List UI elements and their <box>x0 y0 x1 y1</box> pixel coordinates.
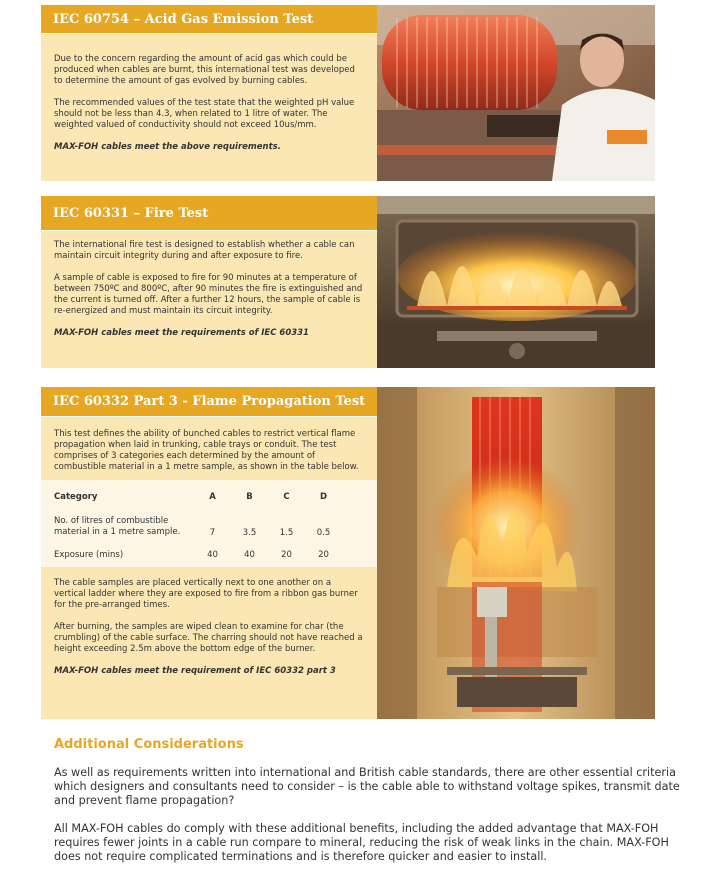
flame-propagation-compliance: MAX-FOH cables meet the requirement of IEC 60332 part 3 <box>54 666 336 676</box>
flame-propagation-setup: The cable samples are placed vertically next to one another on a vertical ladder where they are exposed to fire from a ribbon gas burner for the pre-arranged times. <box>54 578 358 610</box>
table-cell: 3.5 <box>242 528 257 538</box>
table-row-exposure-label: Exposure (mins) <box>54 550 124 560</box>
table-cell: 7 <box>209 528 216 538</box>
table-row-litres-label: No. of litres of combustible material in a 1 metre sample. <box>54 516 181 537</box>
table-header-b: B <box>246 492 253 502</box>
fire-test-panel <box>41 196 377 368</box>
table-cell: 40 <box>207 550 218 560</box>
table-cell: 20 <box>281 550 292 560</box>
acid-gas-panel <box>41 5 377 181</box>
flame-propagation-char: After burning, the samples are wiped clean to examine for char (the crumbling) of the cable surface. The charring should not have reached a height exceeding 2.5m above the bottom edge of the burner. <box>54 622 363 654</box>
flame-propagation-photo <box>377 387 655 719</box>
acid-gas-section <box>41 5 655 181</box>
flame-propagation-panel <box>41 387 377 719</box>
fire-test-procedure: A sample of cable is exposed to fire for 90 minutes at a temperature of between 750ºC and 800ºC, after 90 minutes the fire is extinguished and the current is turned off. After a further 12 hours, the sample of cable is re-energized and must maintain its circuit integrity. <box>54 273 363 316</box>
acid-gas-photo <box>377 5 655 181</box>
table-cell: 0.5 <box>316 528 331 538</box>
fire-test-intro: The international fire test is designed to establish whether a cable can maintain circuit integrity during and after exposure to fire. <box>54 240 355 261</box>
fire-test-title: IEC 60331 – Fire Test <box>41 196 377 231</box>
table-header-category: Category <box>54 492 98 502</box>
fire-test-compliance: MAX-FOH cables meet the requirements of IEC 60331 <box>54 328 309 338</box>
fire-test-section <box>41 196 655 368</box>
additional-heading: Additional Considerations <box>54 737 244 752</box>
table-header-c: C <box>283 492 290 502</box>
acid-gas-values: The recommended values of the test state that the weighted pH value should not be less than 4.3, when related to 1 litre of water. The weighted valued of conductivity should not exceed 10us/mm. <box>54 98 355 130</box>
flame-propagation-section <box>41 387 655 719</box>
acid-gas-title: IEC 60754 – Acid Gas Emission Test <box>41 5 377 34</box>
fire-test-photo <box>377 196 655 368</box>
table-cell: 1.5 <box>279 528 294 538</box>
additional-considerations <box>54 738 684 878</box>
acid-gas-intro: Due to the concern regarding the amount of acid gas which could be produced when cables are burnt, this international test was developed to determine the amount of gas evolved by burning cables. <box>54 54 355 86</box>
table-header-a: A <box>209 492 216 502</box>
table-cell: 40 <box>244 550 255 560</box>
flame-propagation-title: IEC 60332 Part 3 - Flame Propagation Test <box>41 387 377 417</box>
additional-paragraph-1: As well as requirements written into international and British cable standards, there are other essential criteria which designers and consultants need to consider – is the cable able to withstand voltage spikes, transmit date and prevent flame propagation? <box>54 766 680 807</box>
table-header-d: D <box>319 492 328 502</box>
additional-paragraph-2: All MAX-FOH cables do comply with these additional benefits, including the added advantage that MAX-FOH requires fewer joints in a cable run compare to mineral, reducing the risk of weak links in the chain. MAX-FOH does not require complicated terminations and is therefore quicker and easier to install. <box>54 822 669 863</box>
flame-propagation-intro: This test defines the ability of bunched cables to restrict vertical flame propagation when laid in trunking, cable trays or conduit. The test comprises of 3 categories each determined by the amount of combustible material in a 1 metre sample, as shown in the table below. <box>54 429 359 472</box>
table-cell: 20 <box>318 550 329 560</box>
acid-gas-compliance: MAX-FOH cables meet the above requirements. <box>54 142 281 152</box>
category-table <box>41 480 377 567</box>
